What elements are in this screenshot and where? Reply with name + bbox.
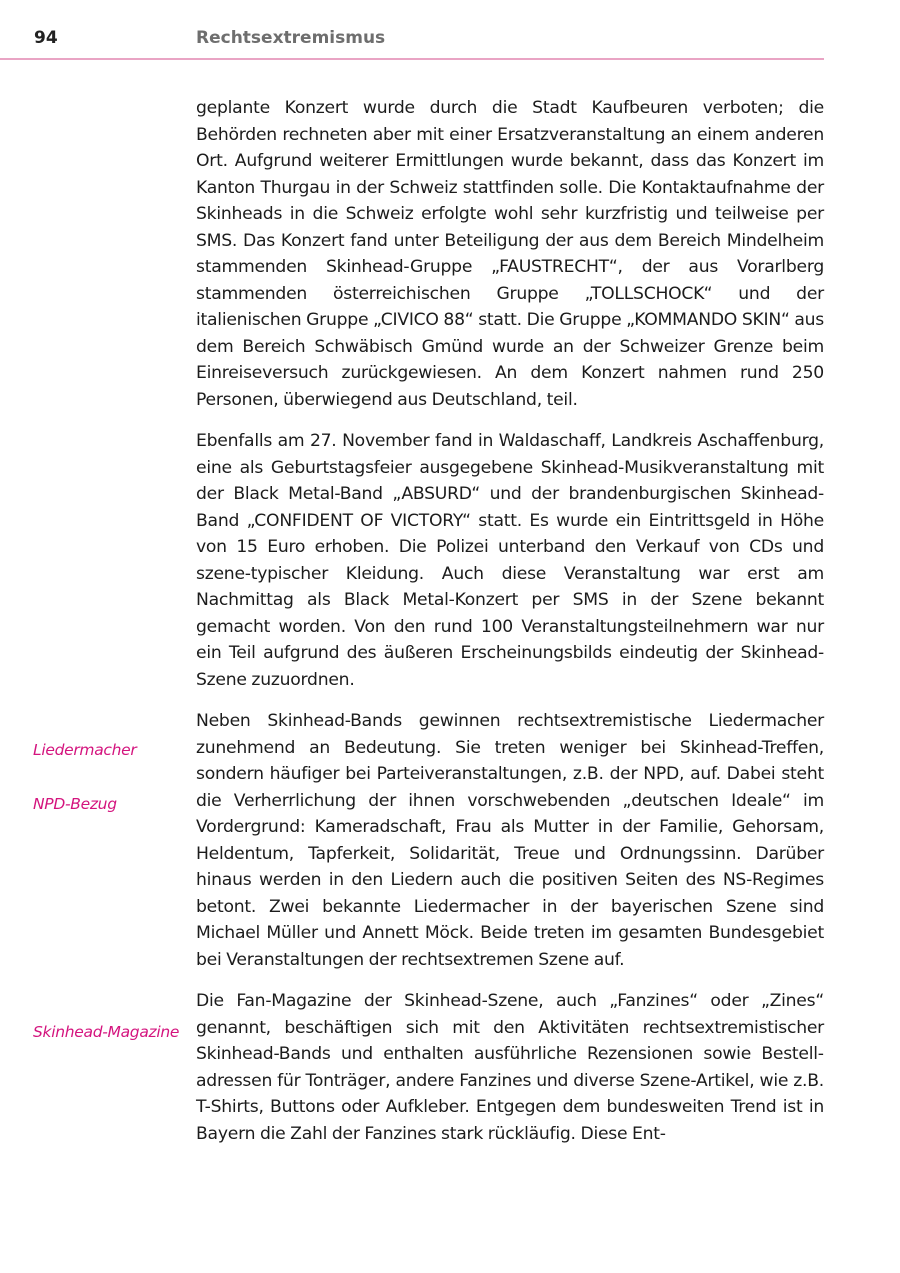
running-title: Rechtsextremismus <box>196 28 386 48</box>
page-header <box>0 0 824 60</box>
paragraph-fanzines: Die Fan-Magazine der Skinhead-Szene, auch „Fanzines“ oder „Zines“ genannt, beschäftigen sich mit den Aktivitäten rechtsextremistischer Skinhead-Bands und enthalten ausführliche Rezensionen sowie Bestelladressen für Tonträger, andere Fanzines und diverse Szene-Artikel, wie z.B. T-Shirts, Buttons oder Aufkleber. Entgegen dem bundesweiten Trend ist in Bayern die Zahl der Fanzines stark rückläufig. Diese Ent- <box>196 991 824 1144</box>
page-number: 94 <box>34 28 58 48</box>
paragraph-waldaschaff: Ebenfalls am 27. November fand in Waldaschaff, Landkreis Aschaffenburg, eine als Geburtstagsfeier ausgegebene Skinhead-Musikveranstaltung mit der Black Metal-Band „ABSURD“ und der brandenburgischen Skinhead-Band „CONFIDENT OF VICTORY“ statt. Es wurde ein Eintrittsgeld in Höhe von 15 Euro erhoben. Die Polizei unterband den Verkauf von CDs und szene-typischer Kleidung. Auch diese Veranstaltung war erst am Nachmittag als Black Metal-Konzert per SMS in der Szene bekannt gemacht worden. Von den rund 100 Veranstaltungsteilnehmern war nur ein Teil aufgrund des äußeren Erscheinungsbilds eindeutig der Skinhead-Szene zuzuordnen. <box>196 431 824 690</box>
margin-note-skinhead-magazine: Skinhead-Magazine <box>33 1023 180 1041</box>
body-text <box>196 95 824 1162</box>
paragraph-konzert-schweiz: geplante Konzert wurde durch die Stadt Kaufbeuren verboten; die Behörden rechneten aber mit einer Ersatzveranstaltung an einem anderen Ort. Aufgrund weiterer Ermittlungen wurde bekannt, dass das Konzert im Kanton Thurgau in der Schweiz stattfinden solle. Die Kontaktaufnahme der Skinheads in die Schweiz erfolgte wohl sehr kurzfristig und teilweise per SMS. Das Konzert fand unter Beteiligung der aus dem Bereich Mindelheim stammenden Skinhead-Gruppe „FAUSTRECHT“, der aus Vorarlberg stammenden österreichischen Gruppe „TOLLSCHOCK“ und der italienischen Gruppe „CIVICO 88“ statt. Die Gruppe „KOMMANDO SKIN“ aus dem Bereich Schwäbisch Gmünd wurde an der Schweizer Grenze beim Einreiseversuch zurückgewiesen. An dem Konzert nahmen rund 250 Personen, überwiegend aus Deutschland, teil. <box>196 98 824 410</box>
paragraph-liedermacher: Neben Skinhead-Bands gewinnen rechtsextremistische Liedermacher zunehmend an Bedeutung. Sie treten weniger bei Skinhead-Treffen, sondern häufiger bei Parteiveranstaltungen, z.B. der NPD, auf. Dabei steht die Verherrlichung der ihnen vorschwebenden „deutschen Ideale“ im Vordergrund: Kameradschaft, Frau als Mutter in der Familie, Gehorsam, Heldentum, Tapferkeit, Solidarität, Treue und Ordnungssinn. Darüber hinaus werden in den Liedern auch die positiven Seiten des NS-Regimes betont. Zwei bekannte Liedermacher in der bayerischen Szene sind Michael Müller und Annett Möck. Beide treten im gesamten Bundesgebiet bei Veranstaltungen der rechtsextremen Szene auf. <box>196 711 824 970</box>
margin-note-npd-bezug: NPD-Bezug <box>33 795 117 813</box>
margin-note-liedermacher: Liedermacher <box>33 741 137 759</box>
